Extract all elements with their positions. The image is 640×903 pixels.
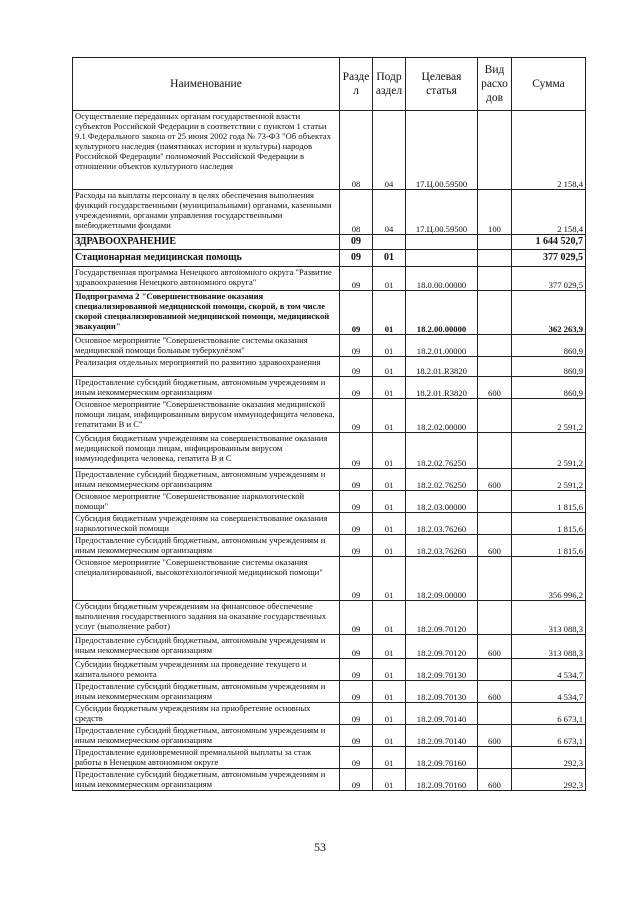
table-row (73, 111, 586, 190)
row-sum: 6 673,1 (512, 725, 586, 747)
row-subsection: 01 (373, 557, 406, 601)
row-section: 09 (340, 535, 373, 557)
row-sum: 2 591,2 (512, 469, 586, 491)
row-expense (478, 291, 512, 335)
row-name: Предоставление субсидий бюджетным, автономным учреждениям и иным некоммерческим организациям (73, 769, 340, 791)
table-row (73, 190, 586, 235)
row-target: 18.2.09.70130 (406, 659, 478, 681)
row-sum: 377 029,5 (512, 267, 586, 291)
header-name: Наименование (73, 58, 340, 111)
row-subsection: 01 (373, 635, 406, 659)
budget-table (72, 57, 586, 791)
row-name: ЗДРАВООХРАНЕНИЕ (73, 235, 340, 250)
row-subsection: 01 (373, 681, 406, 703)
row-target: 18.2.09.70120 (406, 601, 478, 635)
header-sum: Сумма (512, 58, 586, 111)
table-row (73, 513, 586, 535)
row-expense: 600 (478, 535, 512, 557)
row-name: Субсидии бюджетным учреждениям на приобретение основных средств (73, 703, 340, 725)
table-row (73, 250, 586, 267)
row-target: 17.Ц.00.59500 (406, 190, 478, 235)
header-expense: Вид расхо дов (478, 58, 512, 111)
row-sum: 860,9 (512, 357, 586, 377)
row-target: 18.2.09.70120 (406, 635, 478, 659)
row-name: Предоставление субсидий бюджетным, автономным учреждениям и иным некоммерческим организациям (73, 725, 340, 747)
row-expense (478, 659, 512, 681)
row-target: 18.2.01.R3820 (406, 377, 478, 399)
table-row (73, 747, 586, 769)
row-section: 09 (340, 250, 373, 267)
row-name: Предоставление субсидий бюджетным, автономным учреждениям и иным некоммерческим организациям (73, 377, 340, 399)
row-name: Реализация отдельных мероприятий по развитию здравоохранения (73, 357, 340, 377)
row-sum: 292,3 (512, 747, 586, 769)
row-section: 09 (340, 469, 373, 491)
row-name: Основное мероприятие "Совершенствование наркологической помощи" (73, 491, 340, 513)
table-row (73, 703, 586, 725)
row-subsection: 01 (373, 601, 406, 635)
row-sum: 2 591,2 (512, 399, 586, 433)
row-section: 09 (340, 513, 373, 535)
row-name: Субсидия бюджетным учреждениям на совершенствование оказания наркологической помощи (73, 513, 340, 535)
row-expense (478, 357, 512, 377)
row-subsection: 01 (373, 399, 406, 433)
row-target: 18.2.09.70160 (406, 769, 478, 791)
header-section: Разде л (340, 58, 373, 111)
row-section: 09 (340, 291, 373, 335)
row-subsection: 01 (373, 291, 406, 335)
row-name: Предоставление субсидий бюджетным, автономным учреждениям и иным некоммерческим организациям (73, 635, 340, 659)
row-name: Основное мероприятие "Совершенствование оказания медицинской помощи лицам, инфицированным вирусом иммунодефицита человека, гепатитами В и С" (73, 399, 340, 433)
table-row (73, 335, 586, 357)
row-subsection: 01 (373, 335, 406, 357)
row-name: Субсидии бюджетным учреждениям на проведение текущего и капитального ремонта (73, 659, 340, 681)
row-target: 18.2.00.00000 (406, 291, 478, 335)
row-subsection: 01 (373, 769, 406, 791)
page-number: 53 (314, 840, 326, 854)
row-sum: 1 815,6 (512, 535, 586, 557)
row-sum: 860,9 (512, 377, 586, 399)
row-target: 18.2.01.R3820 (406, 357, 478, 377)
row-target: 18.2.09.70130 (406, 681, 478, 703)
row-section: 09 (340, 747, 373, 769)
row-sum: 356 996,2 (512, 557, 586, 601)
table-row (73, 491, 586, 513)
row-sum: 292,3 (512, 769, 586, 791)
row-target: 18.2.03.76260 (406, 513, 478, 535)
row-section: 09 (340, 335, 373, 357)
row-sum: 377 029,5 (512, 250, 586, 267)
row-subsection: 01 (373, 469, 406, 491)
row-sum: 1 815,6 (512, 491, 586, 513)
row-name: Государственная программа Ненецкого автономного округа "Развитие здравоохранения Ненецкого автономного округа" (73, 267, 340, 291)
row-section: 09 (340, 557, 373, 601)
row-expense (478, 601, 512, 635)
row-target: 18.2.01.00000 (406, 335, 478, 357)
row-sum: 2 158,4 (512, 190, 586, 235)
row-section: 08 (340, 190, 373, 235)
row-name: Субсидия бюджетным учреждениям на совершенствование оказания медицинской помощи лицам, инфицированным вирусом иммунодефицита человека, гепатита В и С (73, 433, 340, 469)
table-row (73, 557, 586, 601)
table-header-row (73, 58, 586, 111)
row-name: Предоставление субсидий бюджетным, автономным учреждениям и иным некоммерческим организациям (73, 469, 340, 491)
table-row (73, 659, 586, 681)
row-target (406, 250, 478, 267)
row-sum: 1 644 520,7 (512, 235, 586, 250)
row-target: 18.2.09.70160 (406, 747, 478, 769)
row-section: 09 (340, 725, 373, 747)
table-row (73, 769, 586, 791)
row-section: 09 (340, 635, 373, 659)
row-expense: 600 (478, 681, 512, 703)
row-section: 08 (340, 111, 373, 190)
row-subsection: 01 (373, 513, 406, 535)
row-subsection: 01 (373, 747, 406, 769)
row-sum: 4 534,7 (512, 659, 586, 681)
row-expense (478, 747, 512, 769)
row-subsection: 01 (373, 250, 406, 267)
row-name: Стационарная медицинская помощь (73, 250, 340, 267)
row-section: 09 (340, 357, 373, 377)
row-expense (478, 250, 512, 267)
row-subsection: 01 (373, 703, 406, 725)
row-section: 09 (340, 769, 373, 791)
row-section: 09 (340, 433, 373, 469)
row-sum: 313 088,3 (512, 635, 586, 659)
header-target: Целевая статья (406, 58, 478, 111)
row-subsection (373, 235, 406, 250)
row-section: 09 (340, 659, 373, 681)
row-name: Субсидии бюджетным учреждениям на финансовое обеспечение выполнения государственного задания на оказание государственных услуг (выполнение работ) (73, 601, 340, 635)
table-row (73, 267, 586, 291)
row-name: Предоставление субсидий бюджетным, автономным учреждениям и иным некоммерческим организациям (73, 681, 340, 703)
row-sum: 860,9 (512, 335, 586, 357)
row-target: 18.2.02.76250 (406, 433, 478, 469)
row-sum: 2 158,4 (512, 111, 586, 190)
row-target: 18.2.03.00000 (406, 491, 478, 513)
row-name: Осуществление переданных органам государственной власти субъектов Российской Федерации в соответствии с пунктом 1 статьи 9.1 Федерального закона от 25 июня 2002 года № 73-ФЗ "Об объектах культурного наследия (памятниках истории и культуры) народов Российской Федерации" полномочий Российской Федерации в отношении объектов культурного наследия (73, 111, 340, 190)
row-expense (478, 267, 512, 291)
table-row (73, 399, 586, 433)
row-expense (478, 491, 512, 513)
row-subsection: 01 (373, 535, 406, 557)
header-subsection: Подр аздел (373, 58, 406, 111)
table-row (73, 377, 586, 399)
row-subsection: 01 (373, 377, 406, 399)
row-target: 18.2.02.00000 (406, 399, 478, 433)
row-section: 09 (340, 399, 373, 433)
row-section: 09 (340, 235, 373, 250)
table-row (73, 535, 586, 557)
row-subsection: 01 (373, 491, 406, 513)
row-target: 18.2.09.00000 (406, 557, 478, 601)
row-name: Расходы на выплаты персоналу в целях обеспечения выполнения функций государственными (муниципальными) органами, казенными учреждениями, органами управления государственными внебюджетными фондами (73, 190, 340, 235)
table-row (73, 357, 586, 377)
row-expense (478, 557, 512, 601)
row-name: Предоставление единовременной премиальной выплаты за стаж работы в Ненецком автономном округе (73, 747, 340, 769)
row-target: 18.2.09.70140 (406, 725, 478, 747)
table-row (73, 725, 586, 747)
row-expense (478, 235, 512, 250)
row-target: 17.Ц.00.59500 (406, 111, 478, 190)
row-subsection: 01 (373, 725, 406, 747)
row-subsection: 01 (373, 433, 406, 469)
row-expense: 600 (478, 769, 512, 791)
table-row (73, 635, 586, 659)
row-subsection: 01 (373, 659, 406, 681)
row-section: 09 (340, 681, 373, 703)
row-sum: 2 591,2 (512, 433, 586, 469)
row-expense (478, 703, 512, 725)
row-target: 18.2.02.76250 (406, 469, 478, 491)
row-subsection: 04 (373, 190, 406, 235)
row-subsection: 01 (373, 357, 406, 377)
row-sum: 1 815,6 (512, 513, 586, 535)
row-expense (478, 111, 512, 190)
row-sum: 6 673,1 (512, 703, 586, 725)
row-section: 09 (340, 491, 373, 513)
row-expense: 600 (478, 469, 512, 491)
row-expense (478, 399, 512, 433)
row-target: 18.2.09.70140 (406, 703, 478, 725)
row-sum: 362 263,9 (512, 291, 586, 335)
table-row (73, 235, 586, 250)
row-subsection: 04 (373, 111, 406, 190)
row-expense: 600 (478, 377, 512, 399)
table-row (73, 291, 586, 335)
row-sum: 313 088,3 (512, 601, 586, 635)
row-name: Основное мероприятие "Совершенствование системы оказания специализированной, высокотехнологичной медицинской помощи" (73, 557, 340, 601)
row-target: 18.2.03.76260 (406, 535, 478, 557)
table-row (73, 433, 586, 469)
row-expense: 100 (478, 190, 512, 235)
row-section: 09 (340, 703, 373, 725)
row-target (406, 235, 478, 250)
row-section: 09 (340, 267, 373, 291)
row-section: 09 (340, 601, 373, 635)
row-expense (478, 433, 512, 469)
row-expense (478, 335, 512, 357)
row-expense: 600 (478, 725, 512, 747)
row-sum: 4 534,7 (512, 681, 586, 703)
row-target: 18.0.00.00000 (406, 267, 478, 291)
row-subsection: 01 (373, 267, 406, 291)
row-expense: 600 (478, 635, 512, 659)
row-expense (478, 513, 512, 535)
row-name: Предоставление субсидий бюджетным, автономным учреждениям и иным некоммерческим организациям (73, 535, 340, 557)
table-row (73, 469, 586, 491)
row-name: Основное мероприятие "Совершенствование системы оказания медицинской помощи больным туберкулёзом" (73, 335, 340, 357)
row-section: 09 (340, 377, 373, 399)
row-name: Подпрограмма 2 "Совершенствование оказания специализированной медицинской помощи, скорой, в том числе скорой специализированной медицинской помощи, медицинской эвакуации" (73, 291, 340, 335)
table-row (73, 681, 586, 703)
table-row (73, 601, 586, 635)
